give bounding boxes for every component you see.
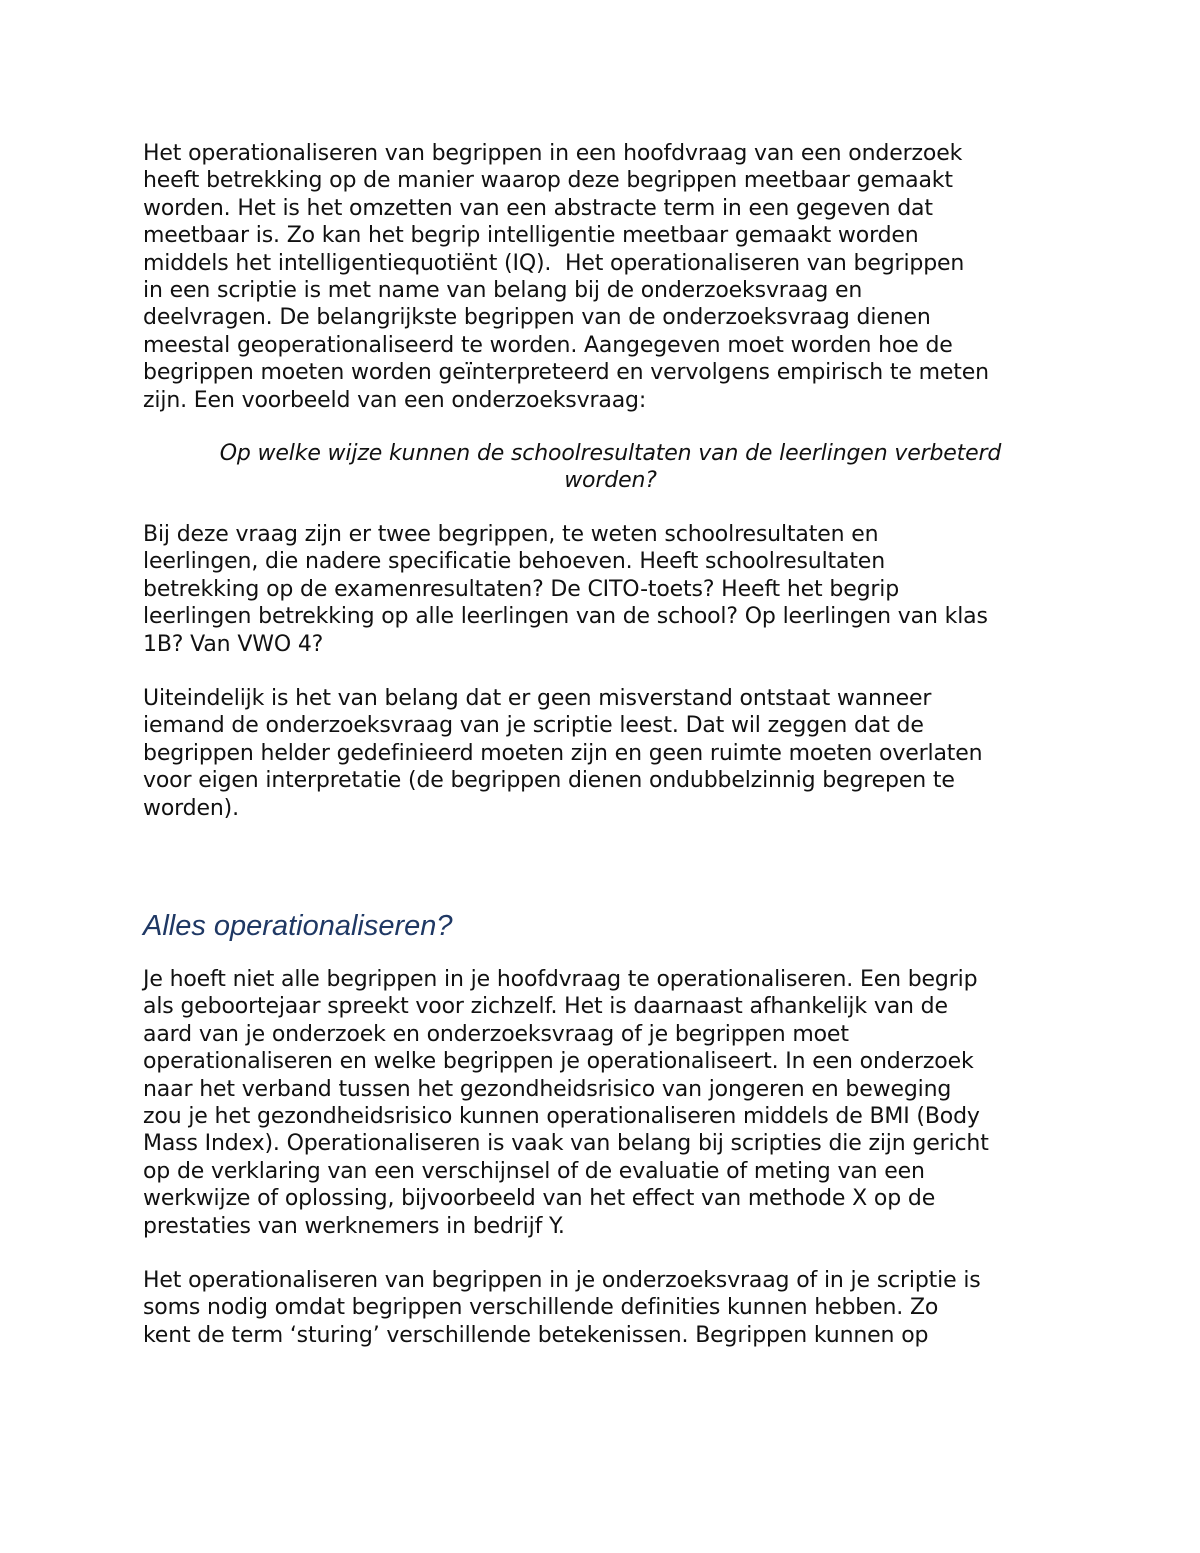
text-line: Je hoeft niet alle begrippen in je hoofdvraag te operationaliseren. Een begrip [143,966,978,992]
text-line: in een scriptie is met name van belang bij de onderzoeksvraag en [143,278,863,304]
paragraph-intro [143,140,1068,414]
text-line: leerlingen betrekking op alle leerlingen van de school? Op leerlingen van klas [143,604,988,630]
document-page [143,140,1068,1349]
paragraph-misunderstanding [143,685,1068,822]
text-line: naar het verband tussen het gezondheidsrisico van jongeren en beweging [143,1076,952,1102]
text-line: Het operationaliseren van begrippen in je onderzoeksvraag of in je scriptie is [143,1268,981,1293]
paragraph-specification [143,521,1068,658]
text-line: middels het intelligentiequotiënt (IQ). Het operationaliseren van begrippen [143,250,965,276]
text-line: 1B? Van VWO 4? [143,631,324,657]
text-line: begrippen helder gedefinieerd moeten zijn en geen ruimte moeten overlaten [143,740,983,766]
paragraph-not-everything [143,966,1068,1240]
text-line: zijn. Een voorbeeld van een onderzoeksvraag: [143,387,647,413]
text-line: Uiteindelijk is het van belang dat er geen misverstand ontstaat wanneer [143,685,932,711]
text-line: op de verklaring van een verschijnsel of de evaluatie of meting van een [143,1158,925,1184]
text-line: als geboortejaar spreekt voor zichzelf. Het is daarnaast afhankelijk van de [143,994,948,1020]
text-line: worden. Het is het omzetten van een abstracte term in een gegeven dat [143,195,933,221]
text-line: Op welke wijze kunnen de schoolresultaten van de leerlingen verbeterd [219,441,1002,467]
text-line: meetbaar is. Zo kan het begrip intelligentie meetbaar gemaakt worden [143,223,919,249]
text-line: Mass Index). Operationaliseren is vaak van belang bij scripties die zijn gericht [143,1131,989,1157]
text-line: meestal geoperationaliseerd te worden. Aangegeven moet worden hoe de [143,332,953,358]
paragraph-definitions [143,1267,1068,1349]
text-line: operationaliseren en welke begrippen je operationaliseert. In een onderzoek [143,1049,974,1075]
text-line: werkwijze of oplossing, bijvoorbeeld van het effect van methode X op de [143,1186,936,1212]
text-line: begrippen moeten worden geïnterpreteerd en vervolgens empirisch te meten [143,360,989,386]
text-line: Bij deze vraag zijn er twee begrippen, te weten schoolresultaten en [143,521,879,547]
text-line: aard van je onderzoek en onderzoeksvraag of je begrippen moet [143,1021,849,1047]
text-line: Het operationaliseren van begrippen in een hoofdvraag van een onderzoek [143,141,963,166]
text-line: worden). [143,795,239,821]
text-line: heeft betrekking op de manier waarop deze begrippen meetbaar gemaakt [143,168,953,194]
text-line: prestaties van werknemers in bedrijf Y. [143,1213,565,1239]
text-line: zou je het gezondheidsrisico kunnen operationaliseren middels de BMI (Body [143,1103,980,1129]
text-line: leerlingen, die nadere specificatie behoeven. Heeft schoolresultaten [143,549,885,575]
section-heading: Alles operationaliseren? [143,909,453,942]
text-line: voor eigen interpretatie (de begrippen dienen ondubbelzinnig begrepen te [143,768,955,794]
text-line: deelvragen. De belangrijkste begrippen van de onderzoeksvraag dienen [143,305,931,331]
text-line: soms nodig omdat begrippen verschillende definities kunnen hebben. Zo [143,1295,939,1321]
text-line: worden? [564,468,657,494]
example-question [143,440,1068,495]
text-line: betrekking op de examenresultaten? De CITO-toets? Heeft het begrip [143,576,900,602]
text-line: kent de term ‘sturing’ verschillende betekenissen. Begrippen kunnen op [143,1322,929,1348]
text-line: iemand de onderzoeksvraag van je scriptie leest. Dat wil zeggen dat de [143,713,924,739]
